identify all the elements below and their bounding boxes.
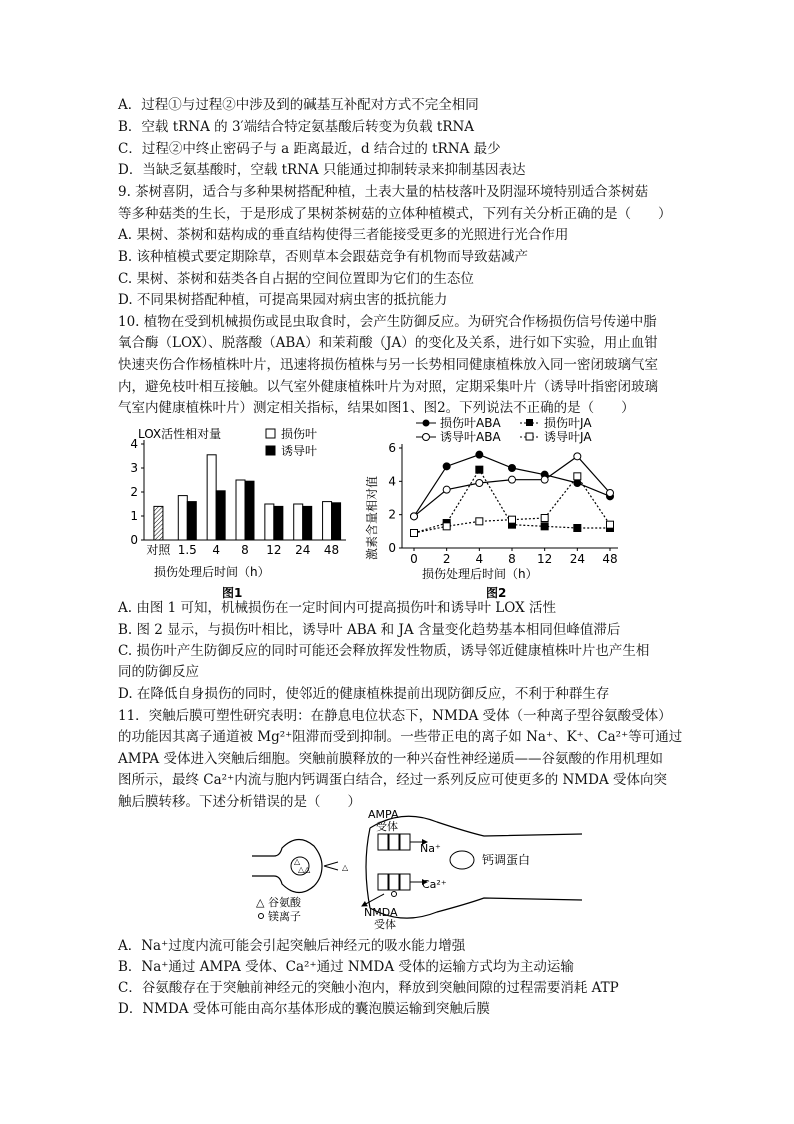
fig1-bar-injured: [265, 504, 274, 540]
fig2-series-induced-ja-point: [541, 515, 548, 522]
q10-option-b: B. 图 2 显示，与损伤叶相比，诱导叶 ABA 和 JA 含量变化趋势基本相同但峰值滞后: [118, 622, 621, 638]
q11-option-b: B．Na⁺通过 AMPA 受体、Ca²⁺通过 NMDA 受体的运输方式均为主动运输: [118, 959, 574, 975]
fig1-x-tick-label: 4: [212, 543, 220, 557]
fig2-series-induced-aba-point: [509, 476, 516, 483]
legend-mg-icon: [259, 914, 264, 919]
fig2-legend-item: 损伤叶ABA: [440, 416, 501, 430]
ampa-label: AMPA: [368, 808, 399, 821]
glutamate-marker: △: [342, 863, 349, 872]
calmodulin-label: 钙调蛋白: [482, 853, 531, 867]
fig1-x-tick-label: 8: [241, 543, 249, 557]
fig2-y-tick-label: 0: [388, 541, 396, 555]
fig2-series-induced-ja-point: [607, 521, 614, 528]
presynaptic-terminal: [252, 839, 322, 892]
q9-option-a: A. 果树、茶树和菇构成的垂直结构使得三者能接受更多的光照进行光合作用: [118, 227, 569, 243]
fig2-series-induced-aba-point: [443, 486, 450, 493]
fig1-x-tick-label: 24: [295, 543, 311, 557]
glutamate-marker: △△: [298, 865, 311, 874]
nmda-receptor-label: 受体: [374, 918, 396, 930]
q11-option-a: A．Na⁺过度内流可能会引起突触后神经元的吸水能力增强: [118, 938, 466, 954]
fig1-legend-induced: 诱导叶: [281, 444, 318, 458]
nmda-receptor: [378, 874, 410, 897]
fig2-series-injured-aba-point: [476, 451, 483, 458]
q11-stem-line: AMPA 受体进入突触后细胞。突触前膜释放的一种兴奋性神经递质——谷氨酸的作用机理如: [118, 751, 663, 767]
fig1-bar-induced: [332, 503, 341, 540]
q9-stem-line: 9. 茶树喜阴，适合与多种果树搭配种植，土表大量的枯枝落叶及阴湿环境特别适合茶树菇: [118, 184, 649, 200]
fig1-y-tick-label: 4: [130, 437, 138, 451]
q10-stem-line: 快速夹伤合作杨植株叶片，迅速将损伤植株与另一长势相同健康植株放入同一密闭玻璃气室: [118, 357, 658, 373]
q9-stem-line: 等多种菇类的生长，于是形成了果树茶树菇的立体种植模式，下列有关分析正确的是（ ）: [118, 206, 672, 222]
fig1-bar-injured: [236, 480, 245, 540]
fig1-xlabel: 损伤处理后时间（h）: [154, 565, 270, 579]
q11-option-c: C．谷氨酸存在于突触前神经元的突触小泡内，释放到突触间隙的过程需要消耗 ATP: [118, 980, 619, 996]
fig2-series-injured-ja-point: [541, 523, 548, 530]
q10-option-d: D. 在降低自身损伤的同时，使邻近的健康植株提前出现防御反应，不利于种群生存: [118, 686, 610, 702]
legend-glutamate: 谷氨酸: [268, 896, 301, 909]
fig1-bar-injured: [207, 455, 216, 540]
q8-option-b: B．空载 tRNA 的 3′端结合特定氨基酸后转变为负载 tRNA: [118, 119, 475, 135]
ampa-receptor-label: 受体: [376, 820, 398, 833]
fig2-series-induced-ja-point: [509, 516, 516, 523]
fig2-legend-marker: [423, 420, 430, 427]
fig1-bar-induced: [216, 491, 225, 540]
fig1-legend-swatch-injured: [266, 429, 275, 438]
fig2-series-induced-aba-point: [607, 490, 614, 497]
fig2-legend-marker: [526, 433, 533, 440]
q9-option-d: D. 不同果树搭配种植，可提高果园对病虫害的抵抗能力: [118, 292, 448, 308]
fig1-legend: [266, 426, 317, 458]
fig2-series-induced-aba-point: [411, 513, 418, 520]
fig1-bar-induced: [245, 481, 254, 540]
fig2-y-tick-label: 6: [388, 441, 396, 455]
figure-2-line-chart: [360, 414, 620, 600]
synapse-diagram: [252, 808, 582, 930]
q11-stem-line: 11．突触后膜可塑性研究表明：在静息电位状态下，NMDA 受体（一种离子型谷氨酸受体）: [118, 708, 672, 724]
fig2-y-tick-label: 2: [388, 507, 396, 522]
q10-stem-line: 氧合酶（LOX）、脱落酸（ABA）和茉莉酸（JA）的变化及关系，进行如下实验，用止血钳: [118, 335, 658, 351]
fig2-xlabel: 损伤处理后时间（h）: [422, 567, 538, 581]
fig1-bar-induced: [303, 506, 312, 540]
fig2-legend-marker: [526, 419, 533, 426]
fig2-x-tick-label: 4: [475, 552, 484, 566]
fig2-x-tick-label: 2: [442, 552, 451, 566]
legend-glutamate-icon: △: [256, 896, 265, 909]
q10-option-c: C. 损伤叶产生防御反应的同时可能还会释放挥发性物质，诱导邻近健康植株叶片也产生相: [118, 643, 650, 659]
fig2-y-tick-label: 4: [388, 474, 396, 489]
fig1-y-tick-label: 2: [130, 485, 138, 499]
fig1-legend-injured: 损伤叶: [281, 427, 318, 441]
fig1-x-tick-label: 对照: [146, 543, 171, 557]
fig2-series-induced-ja-point: [443, 523, 450, 530]
fig2-ylabel: 激素含量相对值: [365, 475, 379, 561]
nmda-label: NMDA: [364, 906, 398, 919]
fig2-x-tick-label: 0: [410, 552, 418, 566]
fig2-series-induced-aba-point: [574, 453, 581, 460]
figure-1-bar-chart: [124, 422, 354, 600]
q10-stem-line: 内，避免枝叶相互接触。以气室外健康植株叶片为对照，定期采集叶片（诱导叶指密闭玻璃: [118, 379, 658, 395]
ca-label: Ca²⁺: [422, 878, 447, 891]
fig1-y-tick-label: 3: [130, 461, 138, 475]
fig2-series-injured-aba-point: [443, 463, 450, 470]
fig2-legend-marker: [423, 434, 430, 441]
q8-option-d: D．当缺乏氨基酸时，空载 tRNA 只能通过抑制转录来抑制基因表达: [118, 162, 526, 178]
fig1-bar-injured: [178, 496, 187, 540]
fig1-x-tick-label: 1.5: [177, 543, 197, 557]
fig2-series-induced-ja-point: [411, 530, 418, 537]
fig2-series-induced-ja-point: [476, 518, 483, 525]
fig1-x-tick-label: 48: [323, 543, 340, 557]
fig2-series-injured-aba: [414, 455, 610, 517]
q11-stem-line: 触后膜转移。下述分析错误的是（ ）: [118, 794, 361, 810]
fig1-y-tick-label: 1: [130, 509, 138, 523]
q9-option-b: B. 该种植模式要定期除草，否则草本会跟菇竞争有机物而导致菇减产: [118, 249, 529, 265]
fig1-bar-control: [154, 506, 163, 540]
fig2-x-tick-label: 24: [569, 552, 585, 566]
postsynaptic-membrane: [366, 816, 582, 918]
fig1-y-tick-label: 0: [130, 533, 138, 547]
fig1-caption: 图1: [222, 586, 243, 600]
na-label: Na⁺: [420, 842, 441, 855]
q10-option-a: A. 由图 1 可知，机械损伤在一定时间内可提高损伤叶和诱导叶 LOX 活性: [118, 600, 556, 616]
fig2-legend-item: 诱导叶JA: [544, 430, 592, 444]
fig2-x-tick-label: 8: [508, 552, 516, 566]
fig2-series-injured-ja-point: [476, 466, 483, 473]
fig1-legend-swatch-induced: [266, 446, 275, 455]
fig2-caption: 图2: [486, 586, 507, 600]
q8-option-a: A．过程①与过程②中涉及到的碱基互补配对方式不完全相同: [118, 97, 479, 113]
fig1-bar-induced: [187, 502, 196, 540]
glutamate-marker: △: [294, 857, 301, 866]
fig1-bar-induced: [274, 506, 283, 540]
fig2-legend: [416, 415, 592, 444]
fig1-ylabel: LOX活性相对量: [138, 427, 222, 441]
fig1-bar-injured: [294, 504, 303, 540]
calmodulin: [450, 851, 474, 869]
fig2-series-induced-aba-point: [541, 476, 548, 483]
fig2-legend-item: 诱导叶ABA: [440, 430, 501, 444]
q10-stem-line: 气室内健康植株叶片）测定相关指标，结果如图1、图2。下列说法不正确的是（ ）: [118, 400, 635, 416]
q11-stem-line: 的功能因其离子通道被 Mg²⁺阻滞而受到抑制。一些带正电的离子如 Na⁺、K⁺、Ca²⁺等可通过: [118, 729, 683, 745]
fig2-legend-item: 损伤叶JA: [544, 416, 592, 430]
fig1-bar-injured: [323, 502, 332, 540]
fig2-series-injured-ja-point: [574, 525, 581, 532]
legend-mg: 镁离子: [268, 910, 301, 923]
fig2-series-induced-aba-point: [476, 480, 483, 487]
q11-stem-line: 图所示，最终 Ca²⁺内流与胞内钙调蛋白结合，经过一系列反应可使更多的 NMDA 受体向突: [118, 772, 667, 788]
q11-option-d: D．NMDA 受体可能由高尔基体形成的囊泡膜运输到突触后膜: [118, 1001, 490, 1017]
fig1-x-tick-label: 12: [266, 543, 282, 557]
fig2-series-induced-ja-point: [574, 473, 581, 480]
fig2-series-injured-aba-point: [509, 465, 516, 472]
q10-option-c-cont: 同的防御反应: [118, 664, 199, 680]
fig2-x-tick-label: 48: [602, 552, 618, 566]
q9-option-c: C. 果树、茶树和菇类各自占据的空间位置即为它们的生态位: [118, 271, 474, 287]
fig2-x-tick-label: 12: [537, 552, 553, 566]
q8-option-c: C．过程②中终止密码子与 a 距离最近，d 结合过的 tRNA 最少: [118, 141, 501, 157]
ampa-receptor: [378, 834, 410, 850]
q10-stem-line: 10. 植物在受到机械损伤或昆虫取食时，会产生防御反应。为研究合作杨损伤信号传递中脂: [118, 314, 657, 330]
